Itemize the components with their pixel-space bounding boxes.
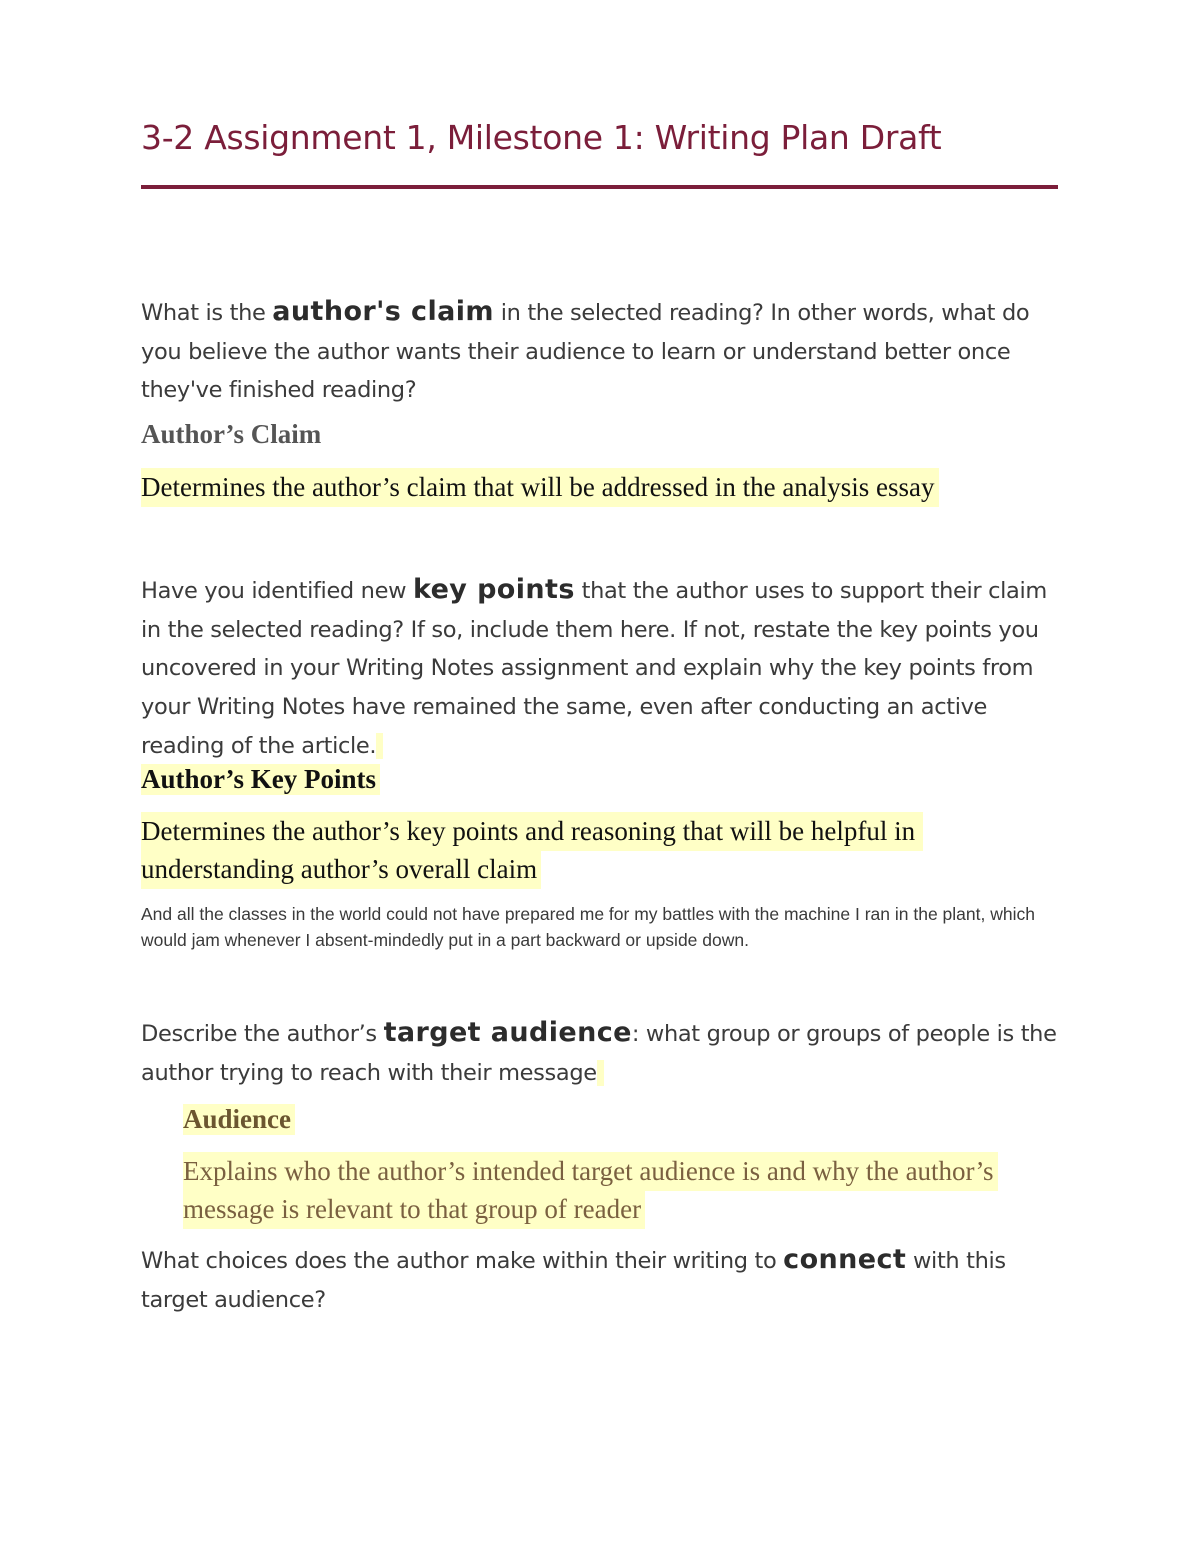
- claim-question: [141, 293, 1066, 410]
- claim-response: Determines the author’s claim that will be addressed in the analysis essay: [141, 468, 939, 507]
- audience-response-line-1: Explains who the author’s intended target audience is and why the author’s: [183, 1152, 998, 1191]
- claim-heading: Author’s Claim: [141, 419, 322, 449]
- key-points-question: [141, 571, 1066, 766]
- key-points-response-line-2: understanding author’s overall claim: [141, 850, 541, 889]
- connect-question-text-end: with this target audience?: [141, 1248, 1006, 1313]
- connect-question-keyword: connect: [783, 1244, 907, 1275]
- audience-question-keyword: target audience: [383, 1017, 632, 1048]
- claim-question-text-end: in the selected reading? In other words, what do you believe the author wants their audience to learn or understand better once they've finished reading?: [141, 300, 1030, 404]
- claim-question-keyword: author's claim: [272, 296, 494, 327]
- highlight-marker: [597, 1060, 604, 1086]
- audience-question: [141, 1014, 1066, 1092]
- key-points-question-text-end: that the author uses to support their claim in the selected reading? If so, include them here. If not, restate the key points you uncovered in your Writing Notes assignment and explain why the key points from your Writing Notes have remained the same, even after conducting an active reading of the article.: [141, 578, 1047, 759]
- claim-question-text-start: What is the: [141, 300, 273, 326]
- audience-response-line-2: message is relevant to that group of reader: [183, 1190, 645, 1229]
- connect-question-text-start: What choices does the author make within their writing to: [141, 1248, 784, 1274]
- page-title: 3-2 Assignment 1, Milestone 1: Writing Plan Draft: [141, 118, 942, 157]
- connect-question: [141, 1241, 1066, 1319]
- title-divider: [141, 185, 1058, 189]
- key-points-response-line-1: Determines the author’s key points and reasoning that will be helpful in: [141, 812, 923, 851]
- audience-heading: Audience: [183, 1104, 295, 1135]
- key-points-heading: Author’s Key Points: [141, 764, 380, 795]
- supporting-quote: And all the classes in the world could not have prepared me for my battles with the machine I ran in the plant, which would jam whenever I absent-mindedly put in a part backward or upside down.: [141, 904, 1035, 950]
- highlight-marker: [376, 733, 383, 759]
- key-points-question-keyword: key points: [412, 574, 575, 605]
- key-points-question-text-start: Have you identified new: [141, 578, 413, 604]
- audience-question-text-end: : what group or groups of people is the author trying to reach with their message: [141, 1021, 1057, 1086]
- audience-question-text-start: Describe the author’s: [141, 1021, 384, 1047]
